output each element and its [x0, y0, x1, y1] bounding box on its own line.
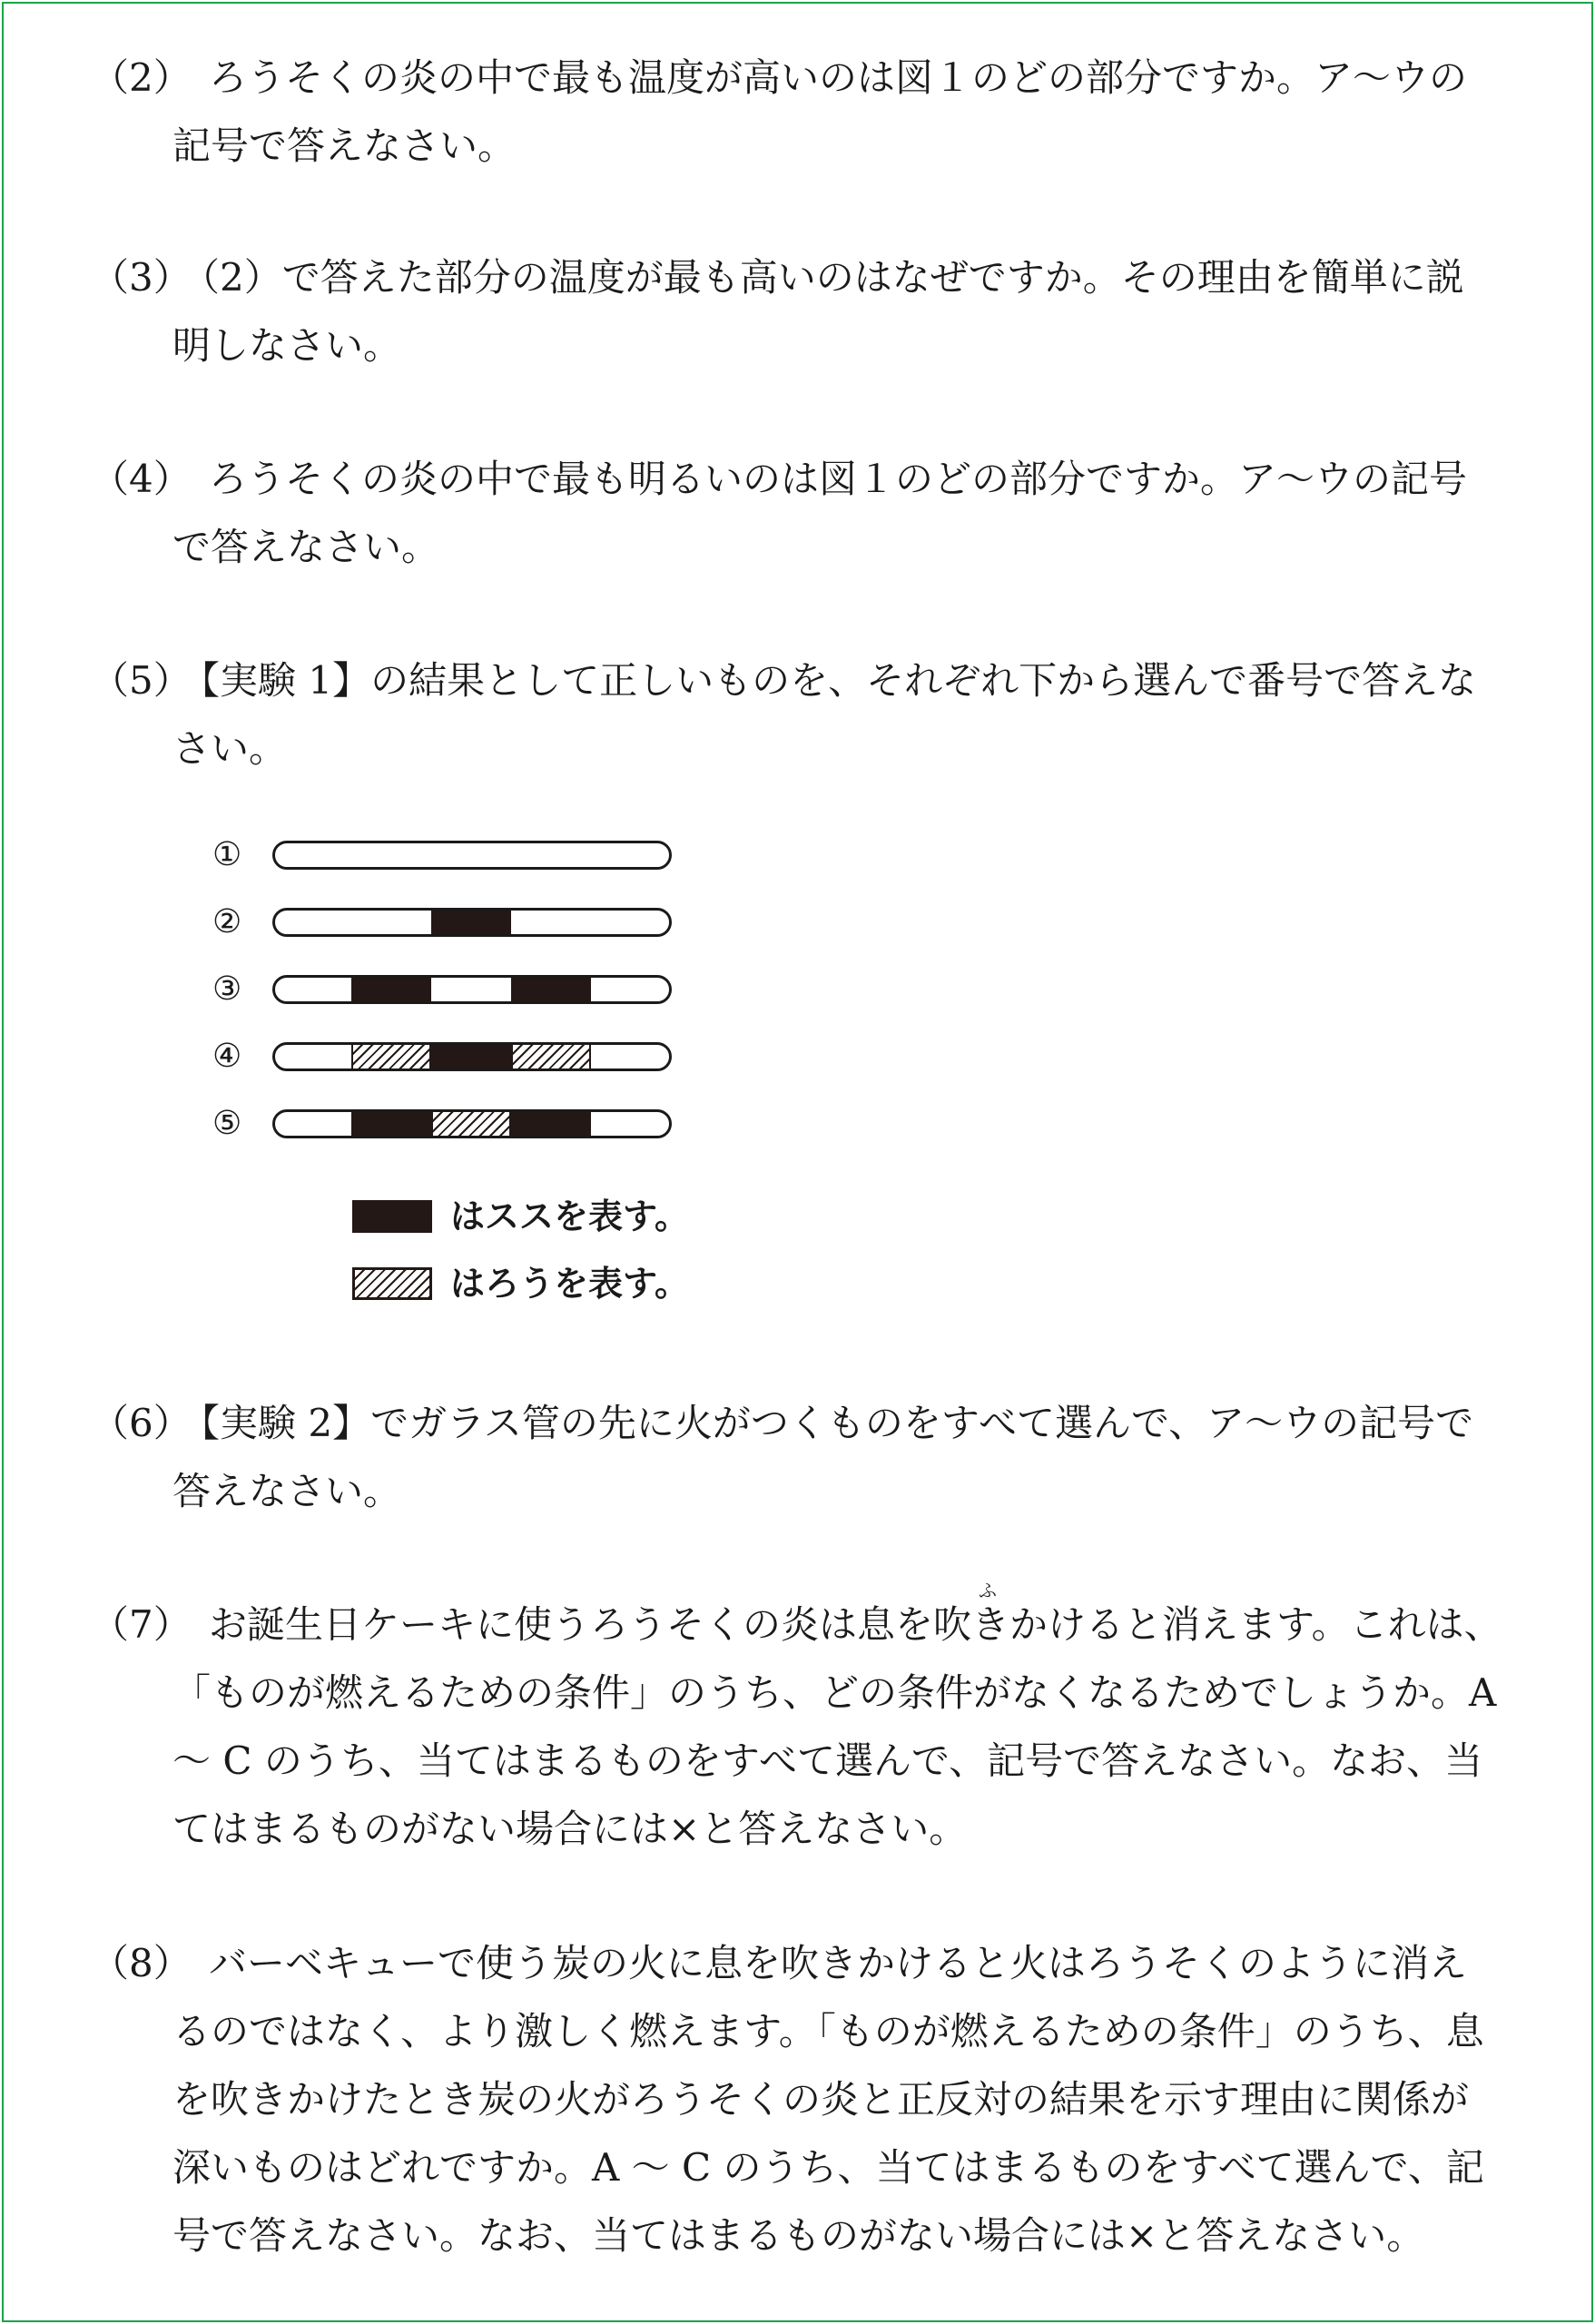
option-bar	[272, 841, 672, 870]
option-label: ②	[212, 903, 242, 940]
option-bar	[272, 1042, 672, 1071]
question-text-line: ろうそくの炎の中で最も明るいのは図１のどの部分ですか。ア～ウの記号	[209, 457, 1468, 501]
question-text-line: バーベキューで使う炭の火に息を吹きかけると火はろうそくのように消え	[209, 1941, 1468, 1985]
question-number: （7）	[91, 1602, 192, 1647]
option-label: ①	[212, 836, 242, 873]
option-bar	[272, 908, 672, 937]
soot-segment	[511, 1112, 591, 1136]
question-text-line: で答えなさい。	[172, 525, 440, 569]
question-text-line: 深いものはどれですか。A ～ C のうち、当てはまるものをすべて選んで、記	[172, 2145, 1484, 2190]
question-number: （4）	[91, 457, 192, 501]
question-number: （5）	[91, 658, 192, 703]
furigana: ふ	[979, 1580, 997, 1601]
question-text-line: 号で答えなさい。なお、当てはまるものがない場合には×と答えなさい。	[172, 2213, 1425, 2258]
soot-legend-swatch	[352, 1200, 432, 1233]
wax-legend-label: はろうを表す。	[450, 1264, 689, 1304]
soot-segment	[431, 1045, 511, 1068]
option-bar	[272, 975, 672, 1004]
question-text-line: 「ものが燃えるための条件」のうち、どの条件がなくなるためでしょうか。A	[172, 1670, 1497, 1715]
question-text-line: お誕生日ケーキに使うろうそくの炎は息を吹きかけると消えます。これは、	[209, 1602, 1502, 1647]
question-text-line: 【実験 1】の結果として正しいものを、それぞれ下から選んで番号で答えな	[182, 658, 1477, 703]
wax-segment	[351, 1045, 431, 1068]
question-text-line: 答えなさい。	[172, 1469, 402, 1513]
wax-segment	[511, 1045, 591, 1068]
question-text-line: ～ C のうち、当てはまるものをすべて選んで、記号で答えなさい。なお、当	[172, 1738, 1483, 1783]
question-number: （2）	[91, 55, 192, 100]
soot-segment	[351, 978, 431, 1001]
question-text-line: （2）で答えた部分の温度が最も高いのはなぜですか。その理由を簡単に説	[182, 255, 1464, 300]
question-text-line: るのではなく、より激しく燃えます。「ものが燃えるための条件」のうち、息	[172, 2009, 1484, 2053]
question-number: （6）	[91, 1401, 192, 1445]
soot-legend-label: はススを表す。	[450, 1196, 689, 1236]
soot-segment	[431, 911, 511, 934]
wax-segment	[431, 1112, 511, 1136]
soot-segment	[511, 978, 591, 1001]
question-text-line: を吹きかけたとき炭の火がろうそくの炎と正反対の結果を示す理由に関係が	[172, 2077, 1470, 2122]
option-label: ⑤	[212, 1105, 242, 1142]
option-label: ④	[212, 1038, 242, 1075]
question-text-line: 記号で答えなさい。	[172, 123, 517, 168]
question-text-line: 【実験 2】でガラス管の先に火がつくものをすべて選んで、ア～ウの記号で	[182, 1401, 1474, 1445]
question-text-line: 明しなさい。	[172, 323, 402, 368]
wax-legend-swatch	[352, 1267, 432, 1300]
question-number: （8）	[91, 1941, 192, 1985]
option-label: ③	[212, 970, 242, 1008]
option-bar	[272, 1109, 672, 1138]
question-text-line: ろうそくの炎の中で最も温度が高いのは図１のどの部分ですか。ア～ウの	[209, 55, 1468, 100]
question-text-line: さい。	[172, 726, 288, 771]
question-number: （3）	[91, 255, 192, 300]
question-text-line: てはまるものがない場合には×と答えなさい。	[172, 1807, 968, 1851]
soot-segment	[351, 1112, 431, 1136]
